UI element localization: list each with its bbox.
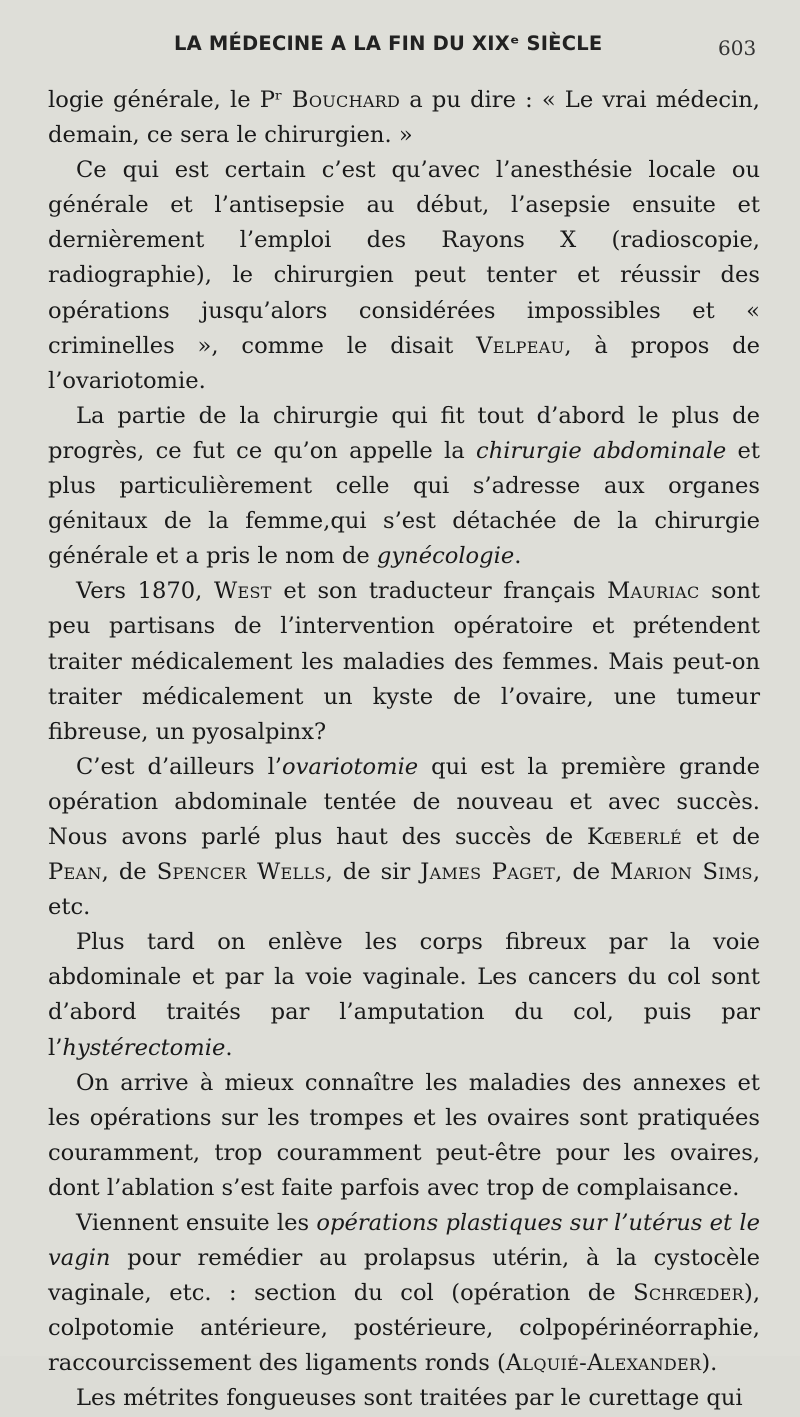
paragraph [48,1206,760,1381]
text-run: , de sir [325,859,421,886]
italic-term: chirurgie abdominale [476,437,727,464]
paragraph [48,153,760,399]
italic-term: hystérectomie [62,1034,226,1061]
person-name: Kœberlé [586,823,682,850]
text-run: , à propos de l’ovariotomie. [48,332,760,394]
person-name: Schrœder [633,1280,744,1307]
text-run: C’est d’ailleurs l’ [76,753,282,780]
running-title: LA MÉDECINE A LA FIN DU XIXᵉ SIÈCLE [174,32,603,55]
paragraph [48,1066,760,1206]
text-run: et de [681,823,760,850]
text-run: et plus particulièrement celle qui s’adresse aux organes génitaux de la femme,qui s’est détachée de la chirurgie générale et a pris le nom de [48,437,761,570]
text-run: . [225,1034,233,1061]
text-run: et son traducteur français [271,578,608,605]
text-run: . [514,543,522,570]
person-name: Pean [48,859,102,886]
paragraph [48,83,760,153]
text-run: Les métrites fongueuses sont traitées par le curettage qui [76,1385,743,1412]
text-run: , etc. [48,859,760,921]
person-name: West [213,578,272,605]
text-run: logie générale, le Pʳ [48,87,292,113]
paragraph [48,750,760,925]
text-run: , de [101,859,157,886]
text-run: sont peu partisans de l’intervention opératoire et prétendent traiter médicalement les maladies des femmes. Mais peut-on traiter médicalement un kyste de l’ovaire, une tumeur fibreuse, un pyosalpinx? [48,578,761,745]
person-name: Alquié-Alexander [505,1350,702,1377]
text-run: ). [701,1350,718,1377]
page-number: 603 [718,36,757,60]
person-name: Mauriac [607,578,700,605]
paragraph [48,574,760,749]
text-run: On arrive à mieux connaître les maladies des annexes et les opérations sur les trompes et les ovaires sont pratiquées couramment, trop couramment peut-être pour les ovaires, dont l’ablation s’est faite parfois avec trop de complaisance. [48,1069,760,1201]
person-name: James Paget [420,859,556,886]
person-name: Spencer Wells [156,859,326,886]
text-run: , de [555,859,611,886]
person-name: Bouchard [291,87,401,113]
text-run: Ce qui est certain c’est qu’avec l’anesthésie locale ou générale et l’antisepsie au début, l’asepsie ensuite et dernièrement l’emploi des Rayons X (radioscopie, radiographie), le chirurgien peut tenter et réussir des opérations jusqu’alors considérées impossibles et « criminelles », comme le disait [48,157,760,359]
page-header [0,28,800,68]
paragraph [48,1381,760,1416]
text-run: La partie de la chirurgie qui fit tout d’abord le plus de progrès, ce fut ce qu’on appelle la [48,402,760,464]
person-name: Velpeau [476,332,565,359]
italic-term: opérations plastiques sur l’utérus et le vagin [48,1210,760,1272]
person-name: Marion Sims [610,859,753,886]
paragraph [48,925,760,1065]
italic-term: gynécologie [376,543,515,570]
text-run: pour remédier au prolapsus utérin, à la cystocèle vaginale, etc. : section du col (opération de [48,1245,760,1307]
text-run: a pu dire : « Le vrai médecin, demain, ce sera le chirurgien. » [48,87,760,149]
page-body-text [48,83,760,1417]
paragraph [48,399,760,574]
text-run: Vers 1870, [76,578,214,605]
text-run: Plus tard on enlève les corps fibreux par la voie abdominale et par la voie vaginale. Les cancers du col sont d’abord traités par l’amputation du col, puis par l’ [48,929,760,1061]
italic-term: ovariotomie [282,753,419,780]
text-run: qui est la première grande opération abdominale tentée de nouveau et avec succès. Nous avons parlé plus haut des succès de [48,753,760,850]
text-run: Viennent ensuite les [76,1210,317,1236]
text-run: ), colpotomie antérieure, postérieure, colpopérinéorraphie, raccourcissement des ligaments ronds ( [48,1280,760,1377]
